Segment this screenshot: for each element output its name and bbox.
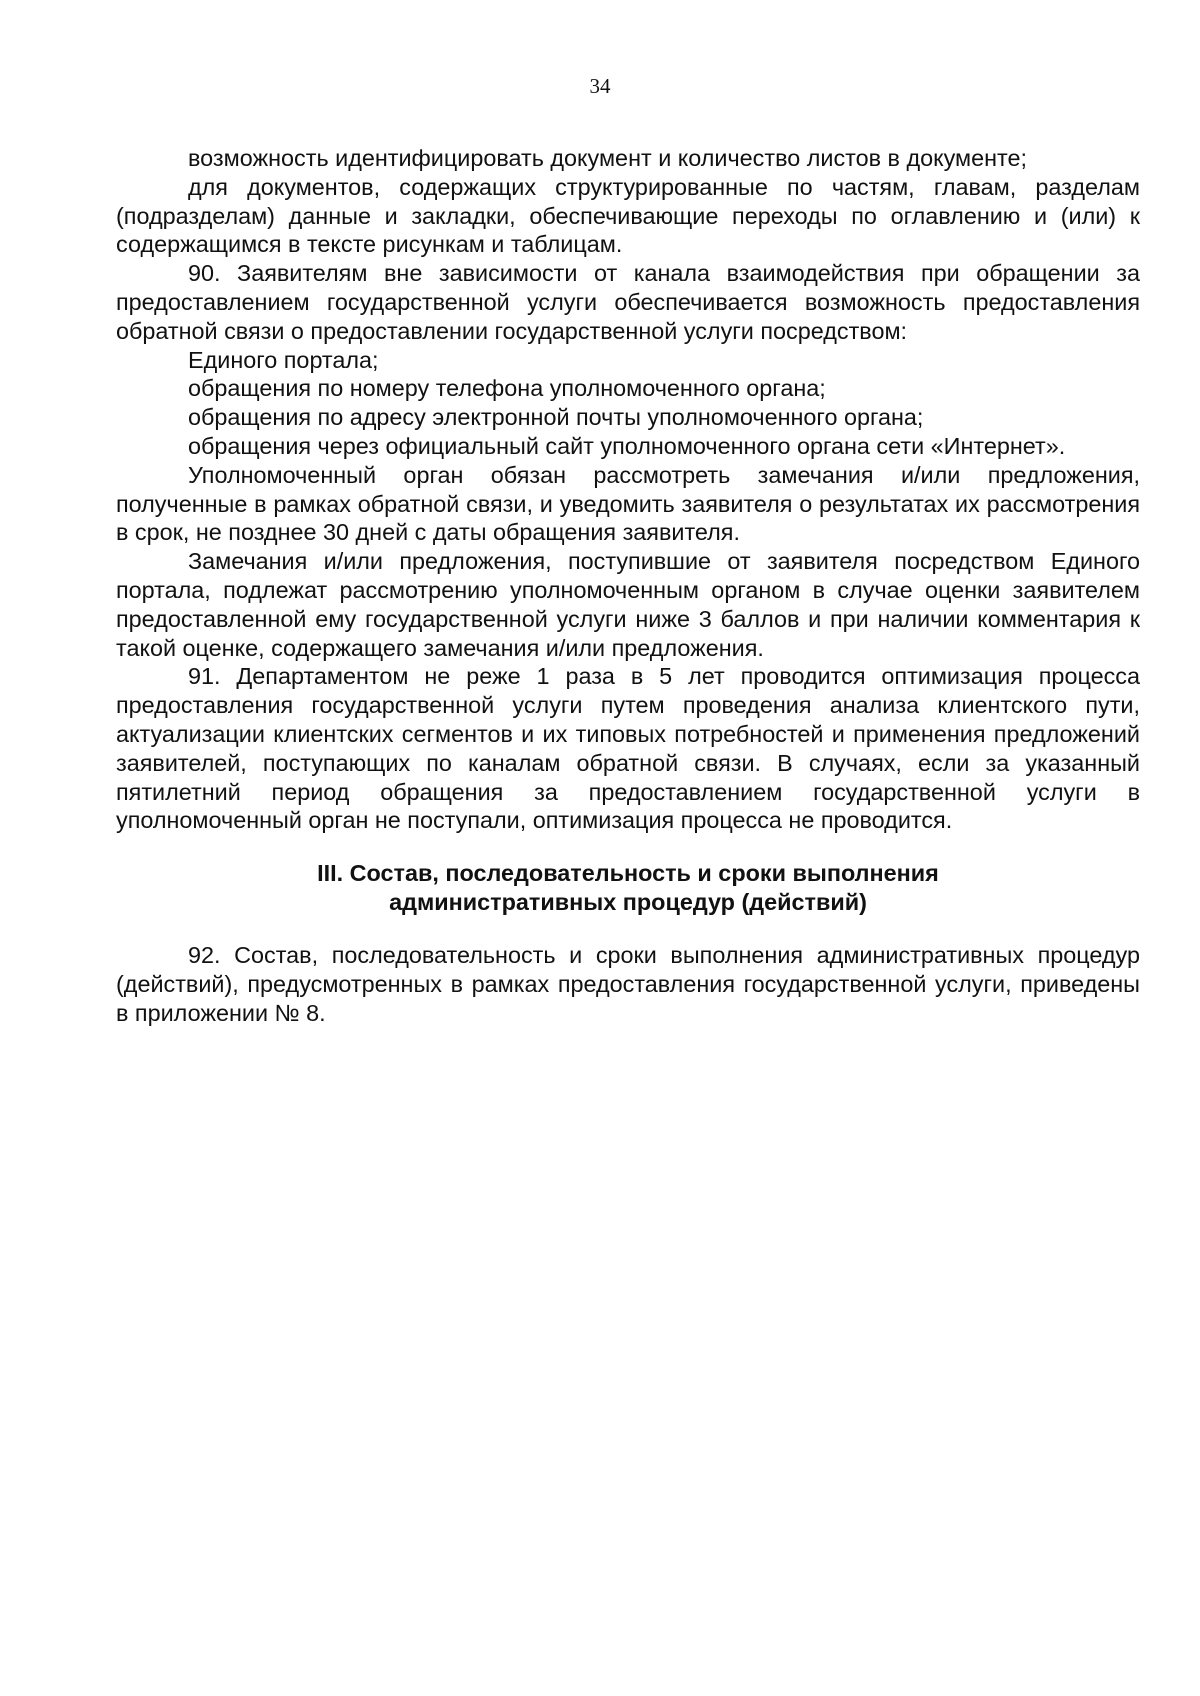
section-heading: [116, 859, 1140, 917]
document-body: [116, 144, 1140, 1028]
paragraph: обращения по адресу электронной почты уполномоченного органа;: [188, 404, 924, 431]
paragraph: Единого портала;: [188, 346, 379, 373]
paragraph: возможность идентифицировать документ и количество листов в документе;: [188, 145, 1028, 171]
paragraph: обращения через официальный сайт уполномоченного органа сети «Интернет».: [188, 432, 1066, 459]
paragraph: Уполномоченный орган обязан рассмотреть замечания и/или предложения, полученные в рамках обратной связи, и уведомить заявителя о результатах их рассмотрения в срок, не позднее 30 дней с даты обращения заявителя.: [116, 461, 1140, 546]
paragraph: 90. Заявителям вне зависимости от канала взаимодействия при обращении за предоставлением государственной услуги обеспечивается возможность предоставления обратной связи о предоставлении государственной услуги посредством:: [116, 260, 1140, 344]
paragraph: обращения по номеру телефона уполномоченного органа;: [188, 375, 826, 402]
paragraph: Замечания и/или предложения, поступившие от заявителя посредством Единого портала, подлежат рассмотрению уполномоченным органом в случае оценки заявителем предоставленной ему государственной услуги ниже 3 баллов и при наличии комментария к такой оценке, содержащего замечания и/или предложения.: [116, 548, 1140, 661]
section-heading-line: административных процедур (действий): [389, 889, 867, 916]
page-number: 34: [589, 74, 611, 98]
section-heading-line: III. Состав, последовательность и сроки выполнения: [317, 860, 939, 887]
paragraph: 91. Департаментом не реже 1 раза в 5 лет проводится оптимизация процесса предоставления государственной услуги путем проведения анализа клиентского пути, актуализации клиентских сегментов и их типовых потребностей и применения предложений заявителей, поступающих по каналам обратной связи. В случаях, если за указанный пятилетний период обращения за предоставлением государственной услуги в уполномоченный орган не поступали, оптимизация процесса не проводится.: [116, 663, 1140, 834]
paragraph: 92. Состав, последовательность и сроки выполнения административных процедур (действий), предусмотренных в рамках предоставления государственной услуги, приведены в приложении № 8.: [116, 942, 1140, 1026]
paragraph: для документов, содержащих структурированные по частям, главам, разделам (подразделам) данные и закладки, обеспечивающие переходы по оглавлению и (или) к содержащимся в тексте рисункам и таблицам.: [116, 173, 1140, 258]
